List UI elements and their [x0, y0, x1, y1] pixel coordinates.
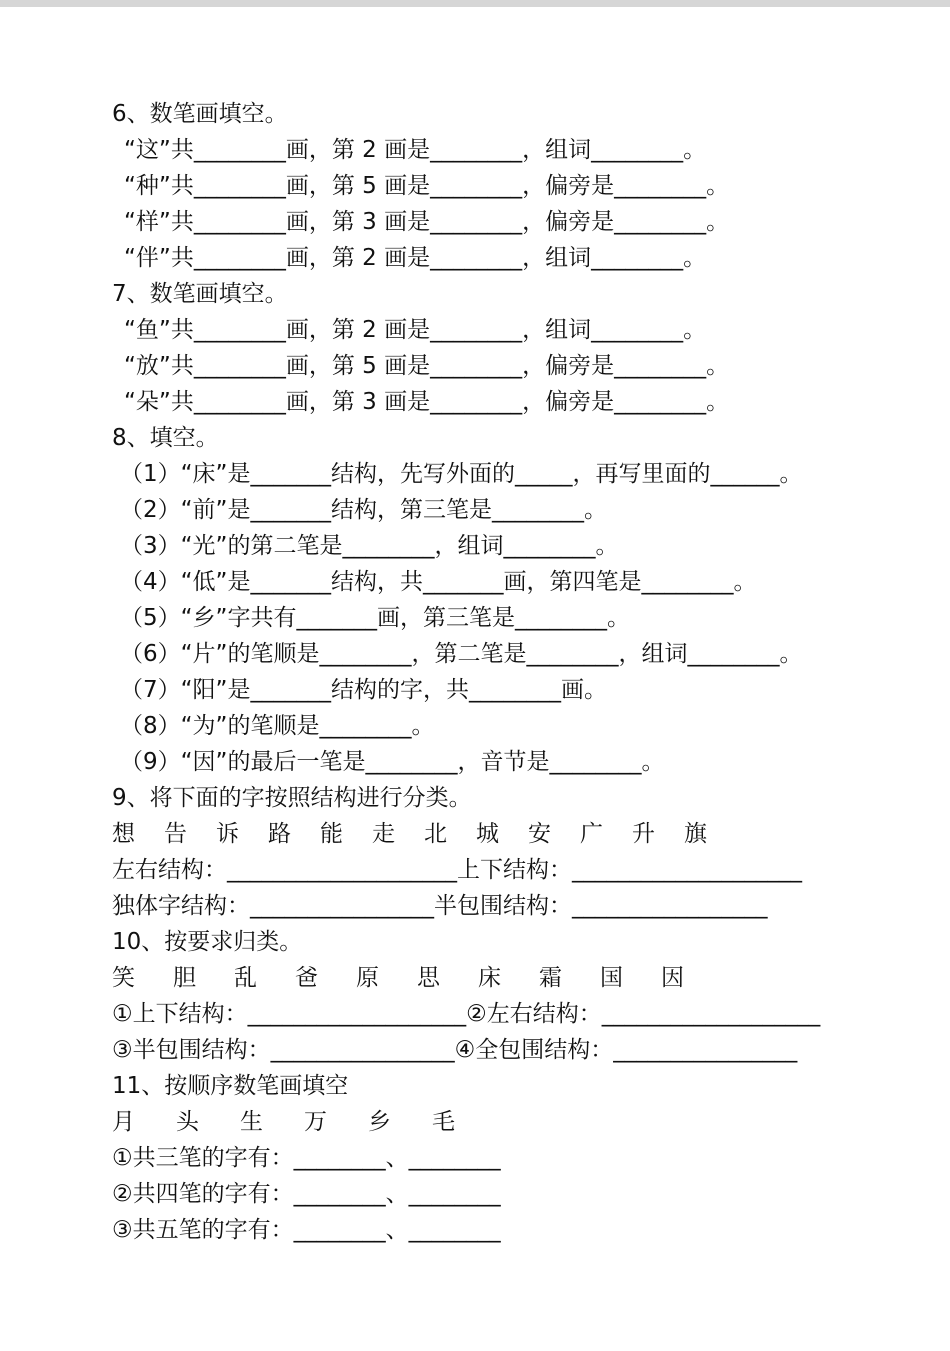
char: 升	[632, 821, 655, 847]
section-8-heading: 8、填空。	[112, 425, 219, 451]
section-8-item: （9）“因”的最后一笔是________，音节是________。	[120, 749, 665, 775]
char: 路	[268, 821, 291, 847]
section-9-item: 左右结构：____________________上下结构：____________________	[112, 857, 802, 883]
char: 城	[476, 821, 499, 847]
section-8-item: （1）“床”是_______结构，先写外面的_____，再写里面的______。	[120, 461, 803, 487]
section-11-item: ③共五笔的字有：________、________	[112, 1217, 501, 1243]
section-6-heading: 6、数笔画填空。	[112, 101, 288, 127]
char: 告	[164, 821, 187, 847]
char: 生	[240, 1109, 263, 1135]
char: 原	[356, 965, 379, 991]
char: 思	[417, 965, 440, 991]
char: 走	[372, 821, 395, 847]
section-6-item: “样”共________画，第 3 画是________，偏旁是________。	[124, 209, 730, 235]
char: 月	[112, 1109, 135, 1135]
char: 北	[424, 821, 447, 847]
section-7-item: “放”共________画，第 5 画是________，偏旁是________。	[124, 353, 730, 379]
top-edge-bar	[0, 0, 950, 7]
section-8-item: （2）“前”是_______结构，第三笔是________。	[120, 497, 607, 523]
char: 爸	[295, 965, 318, 991]
section-11-item: ①共三笔的字有：________、________	[112, 1145, 501, 1171]
char: 万	[304, 1109, 327, 1135]
section-10-heading: 10、按要求归类。	[112, 929, 303, 955]
section-6-item: “伴”共________画，第 2 画是________，组词________。	[124, 245, 707, 271]
section-10-item: ①上下结构：___________________②左右结构：___________________	[112, 1001, 821, 1027]
section-9-characters	[112, 816, 912, 852]
char: 床	[478, 965, 501, 991]
section-8-item: （3）“光”的第二笔是________，组词________。	[120, 533, 619, 559]
char: 乱	[234, 965, 257, 991]
section-11-item: ②共四笔的字有：________、________	[112, 1181, 501, 1207]
section-8-item: （6）“片”的笔顺是________，第二笔是________，组词________。	[120, 641, 803, 667]
section-7-item: “鱼”共________画，第 2 画是________，组词________。	[124, 317, 707, 343]
section-7-heading: 7、数笔画填空。	[112, 281, 288, 307]
section-7-item: “朵”共________画，第 3 画是________，偏旁是________。	[124, 389, 730, 415]
char: 想	[112, 821, 135, 847]
section-11-heading: 11、按顺序数笔画填空	[112, 1073, 349, 1099]
char: 安	[528, 821, 551, 847]
section-9-item: 独体字结构：________________半包围结构：_________________	[112, 893, 768, 919]
char: 能	[320, 821, 343, 847]
char: 笑	[112, 965, 135, 991]
char: 头	[176, 1109, 199, 1135]
char: 胆	[173, 965, 196, 991]
section-10-item: ③半包围结构：________________④全包围结构：________________	[112, 1037, 798, 1063]
worksheet-page	[112, 96, 912, 1248]
char: 国	[600, 965, 623, 991]
char: 霜	[539, 965, 562, 991]
char: 旗	[684, 821, 707, 847]
char: 诉	[216, 821, 239, 847]
section-10-characters	[112, 960, 912, 996]
section-8-item: （4）“低”是_______结构，共_______画，第四笔是________。	[120, 569, 757, 595]
section-9-heading: 9、将下面的字按照结构进行分类。	[112, 785, 472, 811]
section-8-item: （8）“为”的笔顺是________。	[120, 713, 435, 739]
char: 毛	[432, 1109, 455, 1135]
section-8-item: （7）“阳”是_______结构的字，共________画。	[120, 677, 607, 703]
section-8-item: （5）“乡”字共有_______画，第三笔是________。	[120, 605, 630, 631]
section-6-item: “种”共________画，第 5 画是________，偏旁是________。	[124, 173, 730, 199]
char: 乡	[368, 1109, 391, 1135]
section-11-characters	[112, 1104, 912, 1140]
char: 因	[661, 965, 684, 991]
char: 广	[580, 821, 603, 847]
section-6-item: “这”共________画，第 2 画是________，组词________。	[124, 137, 707, 163]
